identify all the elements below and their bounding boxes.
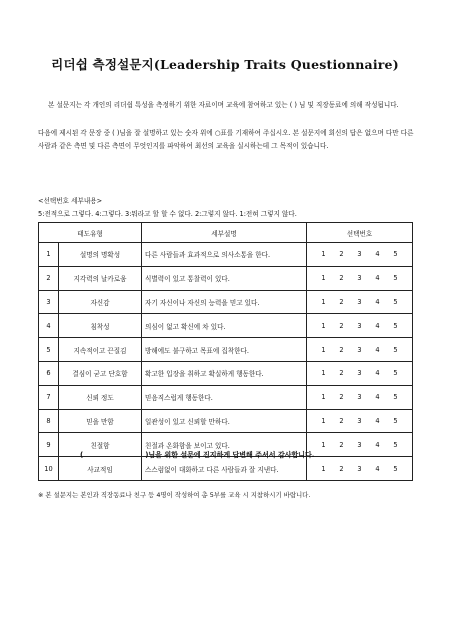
choice-option[interactable]: 1 bbox=[321, 345, 326, 354]
choice-option[interactable]: 3 bbox=[357, 416, 362, 425]
row-number: 5 bbox=[39, 338, 59, 362]
row-choices bbox=[307, 409, 413, 433]
choice-option[interactable]: 4 bbox=[375, 464, 380, 473]
row-description: 의심이 없고 확신에 차 있다. bbox=[142, 314, 307, 338]
choice-option[interactable]: 5 bbox=[393, 416, 398, 425]
choice-option[interactable]: 5 bbox=[393, 297, 398, 306]
choice-option[interactable]: 2 bbox=[339, 274, 344, 283]
row-description: 스스럼없이 대화하고 다른 사람들과 잘 지낸다. bbox=[142, 457, 307, 481]
choice-option[interactable]: 5 bbox=[393, 440, 398, 449]
choice-option[interactable]: 3 bbox=[357, 321, 362, 330]
row-number: 2 bbox=[39, 266, 59, 290]
choice-option[interactable]: 1 bbox=[321, 464, 326, 473]
choice-option[interactable]: 5 bbox=[393, 274, 398, 283]
choice-option[interactable]: 5 bbox=[393, 464, 398, 473]
table-header-row bbox=[39, 223, 413, 243]
row-type: 자신감 bbox=[59, 290, 142, 314]
choice-option[interactable]: 1 bbox=[321, 393, 326, 402]
choice-option[interactable]: 3 bbox=[357, 297, 362, 306]
table-row bbox=[39, 338, 413, 362]
choice-option[interactable]: 3 bbox=[357, 369, 362, 378]
choice-option[interactable]: 4 bbox=[375, 369, 380, 378]
row-type: 지속적이고 끈질김 bbox=[59, 338, 142, 362]
choice-option[interactable]: 2 bbox=[339, 297, 344, 306]
choice-option[interactable]: 3 bbox=[357, 393, 362, 402]
header-selection: 선택번호 bbox=[307, 223, 413, 243]
footnote: ※ 본 설문지는 본인과 직장동료나 친구 등 4명이 작성하여 총 5부를 교육 시 지참하시기 바랍니다. bbox=[38, 491, 311, 499]
table-row bbox=[39, 361, 413, 385]
row-choices bbox=[307, 433, 413, 457]
row-choices bbox=[307, 243, 413, 267]
choice-option[interactable]: 2 bbox=[339, 464, 344, 473]
row-number: 3 bbox=[39, 290, 59, 314]
row-choices bbox=[307, 361, 413, 385]
row-number: 1 bbox=[39, 243, 59, 267]
row-type: 믿을 만함 bbox=[59, 409, 142, 433]
choice-option[interactable]: 1 bbox=[321, 250, 326, 259]
row-type: 침착성 bbox=[59, 314, 142, 338]
choice-option[interactable]: 1 bbox=[321, 416, 326, 425]
choice-option[interactable]: 4 bbox=[375, 416, 380, 425]
row-description: 일관성이 있고 신뢰할 만하다. bbox=[142, 409, 307, 433]
choice-option[interactable]: 2 bbox=[339, 440, 344, 449]
choice-option[interactable]: 5 bbox=[393, 369, 398, 378]
table-row bbox=[39, 243, 413, 267]
table-row bbox=[39, 409, 413, 433]
row-choices bbox=[307, 457, 413, 481]
row-type: 친절함 bbox=[59, 433, 142, 457]
row-type: 사교적임 bbox=[59, 457, 142, 481]
choice-option[interactable]: 1 bbox=[321, 440, 326, 449]
choice-option[interactable]: 4 bbox=[375, 321, 380, 330]
table-row bbox=[39, 314, 413, 338]
choice-option[interactable]: 1 bbox=[321, 297, 326, 306]
scale-description: 5:전적으로 그렇다. 4:그렇다. 3:뭐라고 할 할 수 없다. 2:그렇지 않다. 1:전혀 그렇지 않다. bbox=[38, 210, 297, 218]
table-row bbox=[39, 290, 413, 314]
row-type: 지각력의 날카로움 bbox=[59, 266, 142, 290]
table-row bbox=[39, 385, 413, 409]
row-description: 자기 자신이나 자신의 능력을 믿고 있다. bbox=[142, 290, 307, 314]
choice-option[interactable]: 1 bbox=[321, 369, 326, 378]
row-number: 9 bbox=[39, 433, 59, 457]
choice-option[interactable]: 2 bbox=[339, 321, 344, 330]
page-title: 리더쉽 측정설문지(Leadership Traits Questionnaire) bbox=[51, 57, 399, 72]
row-number: 8 bbox=[39, 409, 59, 433]
row-choices bbox=[307, 266, 413, 290]
thanks-open: ( bbox=[80, 451, 84, 459]
choice-option[interactable]: 2 bbox=[339, 416, 344, 425]
header-description: 세부설명 bbox=[142, 223, 307, 243]
thanks-message bbox=[80, 450, 314, 460]
row-type: 신뢰 정도 bbox=[59, 385, 142, 409]
choice-option[interactable]: 4 bbox=[375, 440, 380, 449]
choice-option[interactable]: 2 bbox=[339, 345, 344, 354]
header-type: 태도유형 bbox=[39, 223, 142, 243]
row-description: 믿음직스럽게 행동한다. bbox=[142, 385, 307, 409]
intro-paragraph-2: 다음에 제시된 각 문장 중 ( )님을 잘 설명하고 있는 숫자 위에 ○표를 기재하여 주십시오. 본 설문지에 회신의 답은 없으며 다만 다른 사람과 같은 측면 및 다른 측면이 무엇인지를 파악하여 최선의 교육을 실시하는데 그 목적이 있습니다. bbox=[38, 129, 414, 150]
row-choices bbox=[307, 385, 413, 409]
choice-option[interactable]: 1 bbox=[321, 274, 326, 283]
choice-option[interactable]: 3 bbox=[357, 464, 362, 473]
choice-option[interactable]: 4 bbox=[375, 250, 380, 259]
choice-option[interactable]: 5 bbox=[393, 393, 398, 402]
choice-option[interactable]: 3 bbox=[357, 274, 362, 283]
row-number: 7 bbox=[39, 385, 59, 409]
table-row bbox=[39, 266, 413, 290]
choice-option[interactable]: 2 bbox=[339, 250, 344, 259]
thanks-text: )님을 위한 설문에 진지하게 답변해 주셔서 감사합니다. bbox=[145, 451, 315, 459]
questionnaire-table bbox=[38, 222, 413, 481]
row-description: 다른 사람들과 효과적으로 의사소통을 한다. bbox=[142, 243, 307, 267]
choice-option[interactable]: 2 bbox=[339, 393, 344, 402]
row-description: 식별력이 있고 통찰력이 있다. bbox=[142, 266, 307, 290]
row-type: 결심이 굳고 단호함 bbox=[59, 361, 142, 385]
row-type: 설명의 명확성 bbox=[59, 243, 142, 267]
choice-option[interactable]: 4 bbox=[375, 274, 380, 283]
choice-option[interactable]: 5 bbox=[393, 345, 398, 354]
choice-option[interactable]: 3 bbox=[357, 345, 362, 354]
row-number: 10 bbox=[39, 457, 59, 481]
choice-option[interactable]: 5 bbox=[393, 321, 398, 330]
row-description: 방해에도 불구하고 목표에 집착한다. bbox=[142, 338, 307, 362]
row-choices bbox=[307, 290, 413, 314]
row-description: 확고한 입장을 취하고 확실하게 행동한다. bbox=[142, 361, 307, 385]
row-number: 4 bbox=[39, 314, 59, 338]
intro-paragraph-1: 본 설문지는 각 개인의 리더쉽 특성을 측정하기 위한 자료이며 교육에 참여하고 있는 ( ) 님 및 직장동료에 의해 작성됩니다. bbox=[48, 101, 399, 109]
table-row bbox=[39, 457, 413, 481]
selection-heading: <선택번호 세부내용> bbox=[38, 197, 103, 205]
choice-option[interactable]: 5 bbox=[393, 250, 398, 259]
choice-option[interactable]: 3 bbox=[357, 440, 362, 449]
choice-option[interactable]: 4 bbox=[375, 297, 380, 306]
row-choices bbox=[307, 314, 413, 338]
row-choices bbox=[307, 338, 413, 362]
row-description: 친절과 온화함을 보이고 있다. bbox=[142, 433, 307, 457]
choice-option[interactable]: 1 bbox=[321, 321, 326, 330]
choice-option[interactable]: 2 bbox=[339, 369, 344, 378]
row-number: 6 bbox=[39, 361, 59, 385]
choice-option[interactable]: 4 bbox=[375, 345, 380, 354]
choice-option[interactable]: 3 bbox=[357, 250, 362, 259]
choice-option[interactable]: 4 bbox=[375, 393, 380, 402]
